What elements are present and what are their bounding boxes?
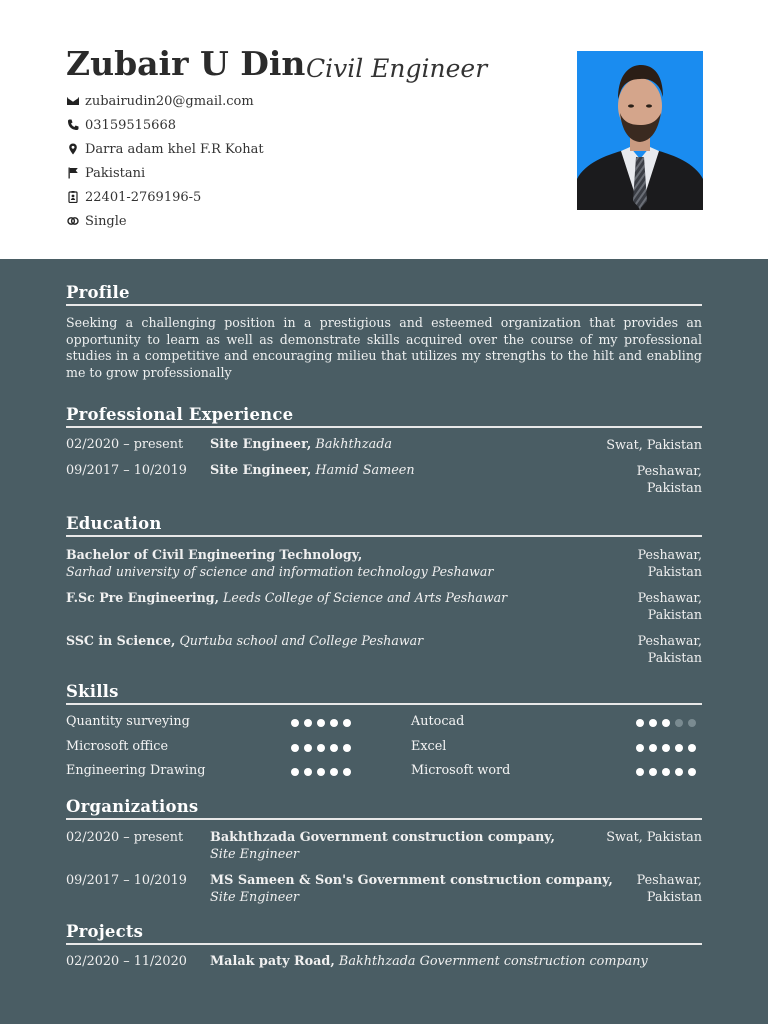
- rating-dot-filled: [317, 719, 325, 727]
- entry-employer: Bakhthzada: [315, 437, 393, 452]
- skill-name: Microsoft word: [411, 763, 511, 778]
- skill-rating: [636, 744, 696, 752]
- profile-section: [66, 283, 702, 381]
- section-heading: Skills: [66, 682, 702, 705]
- rating-dot-empty: [675, 719, 683, 727]
- entry-date: 09/2017 – 10/2019: [66, 873, 187, 888]
- entry-employer: Hamid Sameen: [315, 463, 415, 478]
- section-heading: Profile: [66, 283, 702, 306]
- entry-school: Qurtuba school and College Peshawar: [179, 633, 424, 648]
- rating-dot-filled: [304, 744, 312, 752]
- entry-date: 02/2020 – present: [66, 830, 184, 845]
- rating-dot-filled: [304, 768, 312, 776]
- rating-dot-filled: [330, 768, 338, 776]
- contact-address: [66, 137, 264, 161]
- entry-organization: MS Sameen & Son's Government construction company,: [210, 873, 613, 888]
- entry-organization: Bakhthzada Government construction company: [338, 954, 648, 969]
- rings-icon: [66, 215, 79, 228]
- contact-nationality-text: Pakistani: [85, 165, 146, 181]
- organization-entry: [66, 872, 702, 912]
- contact-email-text: zubairudin20@gmail.com: [85, 93, 254, 109]
- rating-dot-filled: [330, 744, 338, 752]
- entry-degree: Bachelor of Civil Engineering Technology,: [66, 547, 363, 562]
- id-card-icon: [66, 191, 79, 204]
- entry-school: Leeds College of Science and Arts Peshawar: [223, 590, 508, 605]
- entry-organization: Bakhthzada Government construction company,: [210, 830, 555, 845]
- envelope-icon: [66, 95, 79, 108]
- rating-dot-filled: [343, 719, 351, 727]
- entry-school: Sarhad university of science and information technology Peshawar: [66, 564, 494, 579]
- rating-dot-filled: [636, 768, 644, 776]
- education-entry: [66, 632, 702, 672]
- skill-rating: [291, 744, 351, 752]
- rating-dot-filled: [343, 744, 351, 752]
- contact-email[interactable]: [66, 89, 264, 113]
- contact-id: [66, 185, 264, 209]
- rating-dot-filled: [343, 768, 351, 776]
- rating-dot-filled: [291, 719, 299, 727]
- rating-dot-filled: [649, 744, 657, 752]
- map-pin-icon: [66, 143, 79, 156]
- entry-location: Peshawar, Pakistan: [637, 547, 702, 579]
- skills-section: [66, 682, 702, 789]
- contact-address-text: Darra adam khel F.R Kohat: [85, 141, 264, 157]
- skill-name: Quantity surveying: [66, 714, 190, 729]
- resume-header: [0, 0, 768, 259]
- contact-id-text: 22401-2769196-5: [85, 189, 202, 205]
- entry-degree: SSC in Science,: [66, 633, 176, 648]
- organization-entry: [66, 829, 702, 872]
- rating-dot-filled: [688, 768, 696, 776]
- rating-dot-empty: [688, 719, 696, 727]
- contact-phone-text: 03159515668: [85, 117, 176, 133]
- rating-dot-filled: [662, 744, 670, 752]
- rating-dot-filled: [688, 744, 696, 752]
- profile-photo: [577, 51, 703, 210]
- entry-role: Site Engineer,: [210, 437, 312, 452]
- entry-location: Peshawar, Pakistan: [636, 464, 702, 496]
- organizations-section: [66, 797, 702, 912]
- rating-dot-filled: [304, 719, 312, 727]
- resume-body: [0, 259, 768, 1024]
- rating-dot-filled: [675, 744, 683, 752]
- rating-dot-filled: [317, 768, 325, 776]
- rating-dot-filled: [675, 768, 683, 776]
- section-heading: Professional Experience: [66, 405, 702, 428]
- phone-icon: [66, 119, 79, 132]
- entry-date: 09/2017 – 10/2019: [66, 463, 187, 478]
- education-section: [66, 514, 702, 672]
- job-title: Civil Engineer: [306, 54, 488, 83]
- rating-dot-filled: [649, 768, 657, 776]
- rating-dot-filled: [317, 744, 325, 752]
- education-entry: [66, 546, 702, 589]
- experience-entry: [66, 463, 702, 503]
- rating-dot-filled: [662, 768, 670, 776]
- rating-dot-filled: [291, 768, 299, 776]
- rating-dot-filled: [662, 719, 670, 727]
- project-entry: [66, 954, 702, 974]
- candidate-name: Zubair U Din: [66, 44, 306, 83]
- contact-marital-status-text: Single: [85, 213, 127, 229]
- skills-grid: [66, 714, 702, 789]
- profile-summary: Seeking a challenging position in a prestigious and esteemed organization that provides an opportunity to learn as well as demonstrate skills acquired over the course of my professional studies in a competitive and encouraging milieu that utilizes my strengths to the hilt and enabling me to grow professionally: [66, 315, 702, 380]
- projects-section: [66, 922, 702, 974]
- rating-dot-filled: [291, 744, 299, 752]
- skill-rating: [636, 719, 696, 727]
- flag-icon: [66, 167, 79, 180]
- entry-location: Peshawar, Pakistan: [637, 590, 702, 622]
- entry-location: Swat, Pakistan: [606, 830, 702, 845]
- contact-marital-status: [66, 209, 264, 233]
- entry-role: Site Engineer: [210, 890, 300, 905]
- rating-dot-filled: [330, 719, 338, 727]
- skill-rating: [291, 768, 351, 776]
- contact-nationality: [66, 161, 264, 185]
- skill-name: Microsoft office: [66, 738, 169, 754]
- entry-location: Peshawar, Pakistan: [637, 633, 702, 665]
- rating-dot-filled: [636, 744, 644, 752]
- entry-project: Malak paty Road,: [210, 954, 335, 969]
- rating-dot-filled: [636, 719, 644, 727]
- experience-section: [66, 405, 702, 503]
- entry-location: Swat, Pakistan: [606, 438, 702, 453]
- entry-location: Peshawar, Pakistan: [636, 873, 702, 905]
- contact-list: [66, 89, 264, 233]
- section-heading: Organizations: [66, 797, 702, 820]
- entry-role: Site Engineer,: [210, 463, 312, 478]
- entry-degree: F.Sc Pre Engineering,: [66, 590, 219, 605]
- skill-rating: [636, 768, 696, 776]
- rating-dot-filled: [649, 719, 657, 727]
- entry-date: 02/2020 – 11/2020: [66, 954, 187, 969]
- skill-name: Excel: [411, 738, 447, 754]
- entry-role: Site Engineer: [210, 847, 300, 862]
- skill-name: Autocad: [411, 714, 465, 729]
- skill-rating: [291, 719, 351, 727]
- entry-date: 02/2020 – present: [66, 437, 184, 452]
- section-heading: Projects: [66, 922, 702, 945]
- education-entry: [66, 589, 702, 632]
- skill-name: Engineering Drawing: [66, 763, 206, 778]
- section-heading: Education: [66, 514, 702, 537]
- experience-entry: [66, 437, 702, 463]
- contact-phone[interactable]: [66, 113, 264, 137]
